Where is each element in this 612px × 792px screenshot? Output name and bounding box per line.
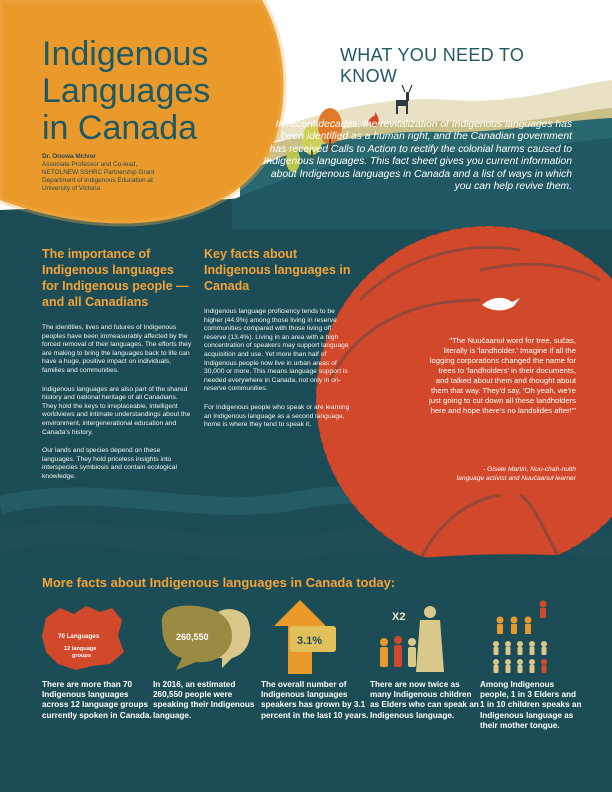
more-facts-heading: More facts about Indigenous languages in Canada today: [42, 575, 396, 590]
author-line: Department of Indigenous Education at [42, 177, 153, 184]
fact-caption: There are now twice as many Indigenous children as Elders who can speak an Indigenous language. [370, 680, 479, 720]
graphic-label: X2 [392, 611, 406, 623]
facts-graphics [0, 596, 612, 680]
page-title [42, 36, 282, 147]
graphic-label: 260,550 [176, 632, 209, 642]
graphic-label: 70 Languages [58, 633, 100, 640]
author-line: University of Victoria [42, 185, 101, 192]
speech-bubble-icon [162, 606, 250, 670]
importance-column [42, 246, 192, 492]
population-grid-icon [493, 601, 547, 674]
graphic-label: 3.1% [297, 635, 323, 647]
attribution-line: language activist and Nuučaanuł learner [456, 474, 576, 482]
intro-text: In recent decades, the revitalization of Indigenous languages has been identified as a human right, and the Canadian government has received Calls to Action to rectify the colonial harms caused to Indigenous languages. This fact sheet gives you current information about Indigenous languages in Canada and a list of ways in which you can help revive them. [263, 119, 572, 193]
author-line: NETOLNEW SSHRC Partnership Grant [42, 169, 155, 176]
canada-map-icon [42, 606, 124, 670]
fact-caption: There are more than 70 Indigenous languages across 12 language groups currently spoken in Canada. [42, 680, 152, 720]
fact-caption: In 2016, an estimated 260,550 people were speaking their Indigenous language. [153, 680, 255, 720]
attribution-line: - Gisele Martin, Nuu-chah-nulth [483, 466, 576, 473]
section-label: WHAT YOU NEED TO KNOW [340, 45, 525, 86]
title-line: in Canada [42, 109, 198, 147]
key-facts-paragraph: For Indigenous people who speak or are learning an Indigenous language as a second language, home is where they tend to speak it. [204, 403, 350, 429]
graphic-label: 12 language [64, 646, 97, 652]
fact-caption: Among Indigenous people, 1 in 3 Elders and 1 in 10 children speaks an Indigenous language as their mother tongue. [480, 680, 582, 730]
family-icon [380, 606, 444, 672]
key-facts-heading: Key facts about Indigenous languages in Canada [204, 247, 351, 293]
quote-attribution [408, 466, 576, 483]
growth-arrow-icon [274, 600, 336, 674]
quote-text: "The Nuučaanuł word for tree, sučas, literally is 'landholder.' Imagine if all the logging corporations changed the name for trees to 'landholders' in their documents, and talked about them and thought about them that way. They'd say, 'Oh yeah, we're just going to cut down all these landholders here and hope there's no landslides after!'" [428, 336, 576, 415]
importance-paragraph: The identities, lives and futures of Indigenous peoples have been immeasurably affected by the forced removal of their languages. The efforts they are making to bring the languages back to life can have a huge, positive impact on individuals, families and communities. [42, 324, 192, 374]
fact-caption: The overall number of Indigenous languages speakers has grown by 3.1 percent in the last 10 years. [261, 680, 369, 720]
author-name: Dr. Onowa McIvor [42, 153, 96, 160]
key-facts-column [204, 246, 354, 440]
graphic-label: groups [72, 653, 91, 659]
importance-paragraph: Our lands and species depend on these languages. They hold priceless insights into interspecies symbiosis and contain ecological knowledge. [42, 447, 177, 480]
importance-heading: The importance of Indigenous languages for Indigenous people —and all Canadians [42, 247, 189, 309]
title-line: Languages [42, 72, 211, 110]
key-facts-paragraph: Indigenous language proficiency tends to be higher (44.9%) among those living in reserve communities compared with those living off reserve (13.4%). Living in an area with a high concentration of speakers may support language acquisition and use. Yet more than half of Indigenous people now live in urban areas of 30,000 or more. This means language support is needed everywhere in Canada, not only in on-reserve communities. [204, 308, 349, 393]
author-line: Associate Professor and Co-lead, [42, 161, 138, 168]
author-block [42, 153, 272, 193]
title-line: Indigenous [42, 35, 209, 73]
importance-paragraph: Indigenous languages are also part of the shared history and national heritage of all Canadians. They hold the keys to irreplaceable, intelligent worldviews and intimate understandings about the environment, intergenerational education and Canada's history. [42, 385, 191, 436]
